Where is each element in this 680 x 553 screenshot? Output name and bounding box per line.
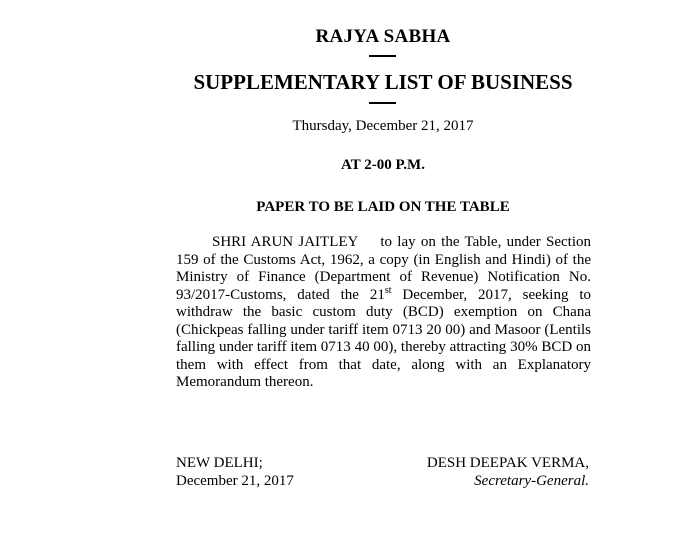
item-text-part-2: December, 2017, seeking to withdraw the basic custom duty (BCD) exemption on Chana (Chickpeas falling under tariff item 0713 20 00) and Masoor (Lentils falling under tariff item 0713 40 00), thereby attracting 30% BCD on them with effect from that date, along with an Explanatory Memorandum thereon. bbox=[176, 286, 591, 390]
member-name: SHRI ARUN JAITLEY bbox=[212, 234, 359, 250]
signatory-name: DESH DEEPAK VERMA, bbox=[426, 455, 589, 471]
title-divider-bottom bbox=[369, 102, 396, 104]
issue-date: December 21, 2017 bbox=[176, 473, 294, 489]
sitting-date: Thursday, December 21, 2017 bbox=[292, 118, 474, 134]
place-date-block bbox=[176, 454, 294, 490]
section-heading: PAPER TO BE LAID ON THE TABLE bbox=[256, 199, 510, 215]
list-title: SUPPLEMENTARY LIST OF BUSINESS bbox=[193, 70, 573, 94]
ordinal-superscript: st bbox=[384, 284, 392, 296]
sitting-time: AT 2-00 P.M. bbox=[341, 157, 425, 173]
item-text-part-1: to lay on the Table, under Section 159 of the Customs Act, 1962, a copy (in English and Hindi) of the Ministry of Finance (Department of Revenue) Notification No. 93/2017-Customs, dated the 21 bbox=[176, 234, 591, 303]
signature-block bbox=[427, 454, 589, 490]
business-item-paragraph bbox=[176, 234, 591, 392]
place: NEW DELHI; bbox=[176, 455, 263, 471]
house-name: RAJYA SABHA bbox=[315, 26, 451, 47]
title-divider-top bbox=[369, 55, 396, 57]
signatory-designation: Secretary-General. bbox=[474, 473, 589, 489]
